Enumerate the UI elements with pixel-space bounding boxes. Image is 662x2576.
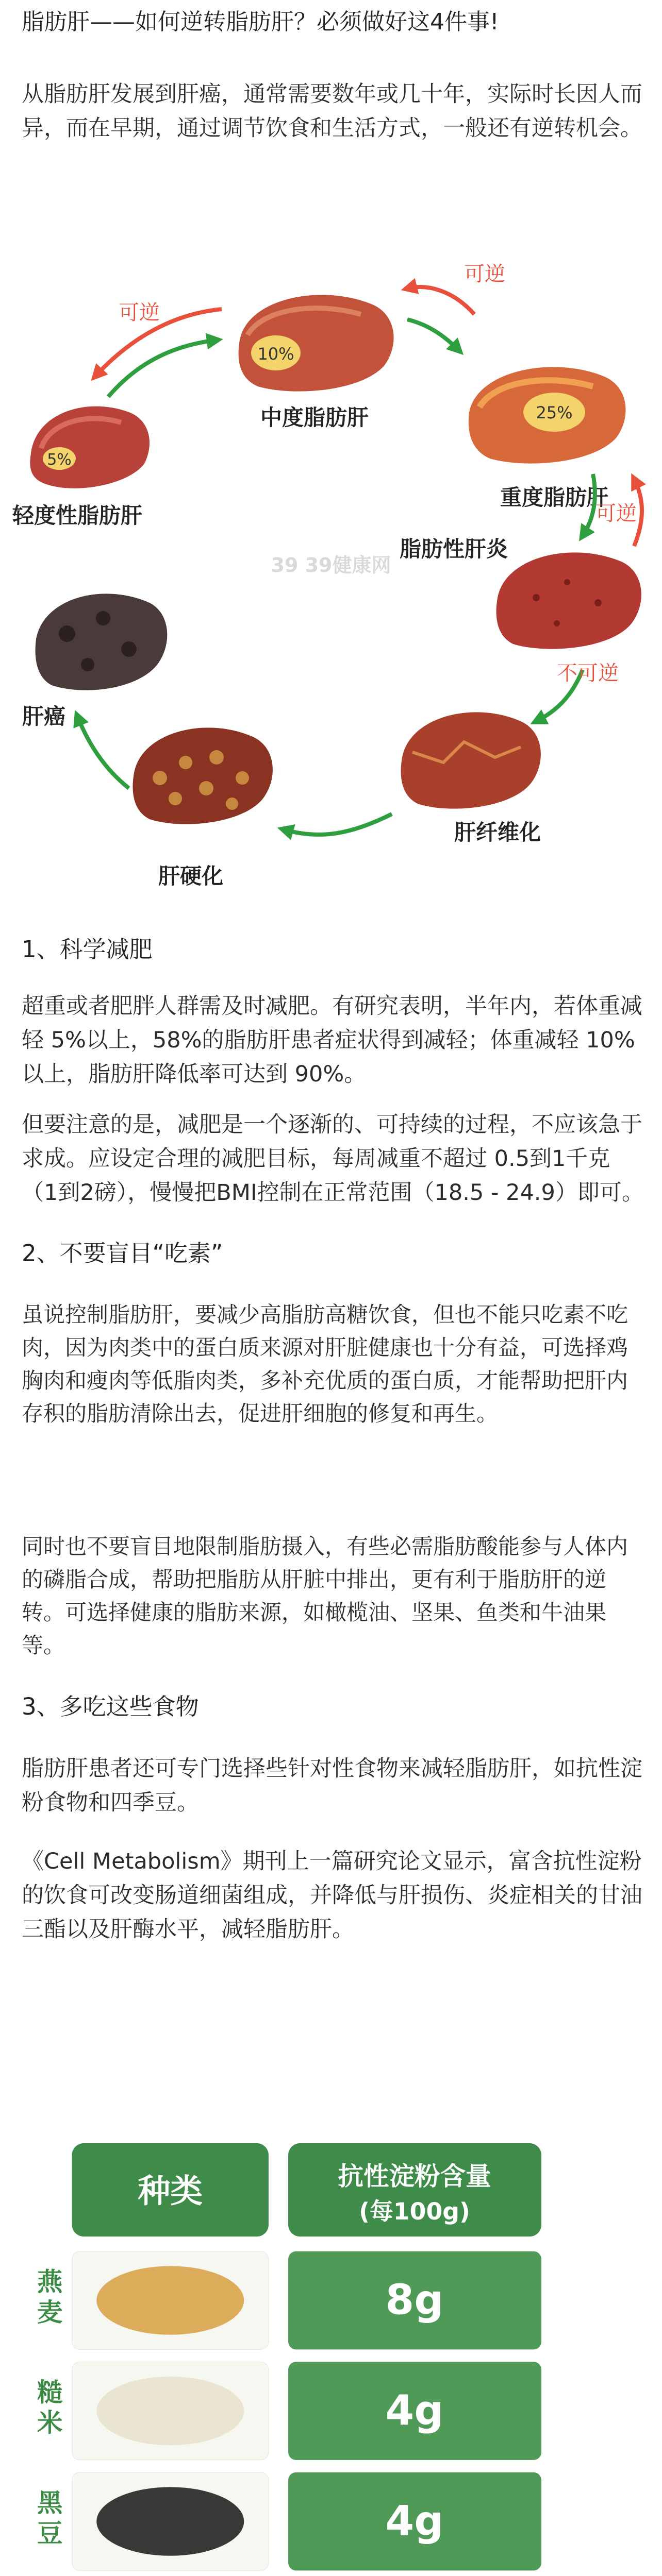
food-name-char: 麦 (37, 2297, 63, 2328)
starch-value-2: 4g (385, 2386, 444, 2435)
section-1-paragraph-2: 但要注意的是，减肥是一个逐渐的、可持续的过程，不应该急于求成。应设定合理的减肥目标，每周减重不超过 0.5到1千克（1到2磅），慢慢把BMI控制在正常范围（18.5 - 24.9）即可。 (22, 1112, 644, 1206)
severe-fatty-liver-label: 重度脂肪肝 (500, 485, 609, 510)
section-3-paragraph-1: 脂肪肝患者还可专门选择些针对性食物来减轻脂肪肝，如抗性淀粉食物和四季豆。 (22, 1756, 642, 1816)
moderate-fatty-liver-icon (239, 295, 394, 391)
irreversible-label: 不可逆 (557, 662, 619, 685)
arrow-moderate-to-severe (407, 319, 459, 350)
liver-cirrhosis-label: 肝硬化 (158, 863, 224, 889)
mild-fatty-liver-icon (30, 406, 150, 488)
moderate-fatty-liver-label: 中度脂肪肝 (260, 405, 369, 430)
food-name-char: 黑 (37, 2488, 63, 2518)
table-header-unit: (每100g) (359, 2197, 470, 2225)
food-illustration-2 (96, 2377, 244, 2445)
arrow-reverse-severe-to-moderate (407, 287, 474, 314)
food-illustration-1 (96, 2266, 244, 2334)
food-name-char: 米 (37, 2408, 63, 2438)
table-header-starch: 抗性淀粉含量 (338, 2161, 491, 2192)
article-title: 脂肪肝——如何逆转脂肪肝？必须做好这4件事! (22, 9, 499, 35)
steatohepatitis-icon (496, 552, 641, 649)
starch-value-1: 8g (385, 2276, 444, 2324)
section-1-paragraph-1: 超重或者肥胖人群需及时减肥。有研究表明，半年内，若体重减轻 5%以上，58%的脂肪肝患者症状得到减轻；体重减轻 10%以上，脂肪肝降低率可达到 90%。 (22, 993, 642, 1087)
liver-disease-cycle-diagram (0, 242, 662, 907)
moderate-pct: 10% (257, 344, 294, 364)
liver-cancer-label: 肝癌 (22, 704, 66, 729)
mild-pct: 5% (47, 451, 72, 469)
arrow-cirrhosis-to-cancer (77, 716, 129, 788)
reversible-label-1: 可逆 (119, 301, 160, 325)
arrow-fibrosis-to-cirrhosis (284, 814, 392, 835)
section-2-paragraph-2: 同时也不要盲目地限制脂肪摄入，有些必需脂肪酸能参与人体内的磷脂合成，帮助把脂肪从肝脏中排出，更有利于脂肪肝的逆转。可选择健康的脂肪来源，如橄榄油、坚果、鱼类和牛油果等。 (22, 1534, 628, 1658)
intro-paragraph: 从脂肪肝发展到肝癌，通常需要数年或几十年，实际时长因人而异，而在早期，通过调节饮食和生活方式，一般还有逆转机会。 (22, 81, 642, 141)
liver-cancer-icon (36, 594, 168, 690)
liver-fibrosis-label: 肝纤维化 (454, 820, 541, 845)
steatohepatitis-label: 脂肪性肝炎 (399, 536, 508, 562)
section-3-heading: 3、多吃这些食物 (22, 1693, 199, 1720)
section-2-paragraph-1: 虽说控制脂肪肝，要减少高脂肪高糖饮食，但也不能只吃素不吃肉，因为肉类中的蛋白质来源对肝脏健康也十分有益，可选择鸡胸肉和瘦肉等低脂肉类，多补充优质的蛋白质，才能帮助把肝内存积的脂肪清除出去，促进肝细胞的修复和再生。 (22, 1302, 628, 1426)
table-header-type: 种类 (138, 2172, 203, 2210)
starch-value-3: 4g (385, 2497, 444, 2545)
mild-fatty-liver-label: 轻度性脂肪肝 (12, 503, 143, 528)
food-illustration-3 (96, 2487, 244, 2555)
food-name-char: 燕 (37, 2267, 63, 2297)
food-name-char: 糙 (37, 2377, 63, 2408)
reversible-label-3: 可逆 (595, 502, 637, 526)
section-1-heading: 1、科学减肥 (22, 936, 153, 963)
liver-cirrhosis-icon (133, 727, 273, 824)
center-logo: 39 39健康网 (271, 554, 391, 577)
liver-fibrosis-icon (401, 712, 541, 808)
food-name-char: 豆 (37, 2518, 63, 2549)
severe-pct: 25% (536, 403, 573, 422)
section-2-heading: 2、不要盲目“吃素” (22, 1240, 223, 1267)
reversible-label-2: 可逆 (464, 262, 505, 286)
resistant-starch-food-table (0, 2143, 662, 2576)
section-3-paragraph-2: 《Cell Metabolism》期刊上一篇研究论文显示，富含抗性淀粉的饮食可改变肠道细菌组成，并降低与肝损伤、炎症相关的甘油三酯以及肝酶水平，减轻脂肪肝。 (22, 1849, 642, 1942)
